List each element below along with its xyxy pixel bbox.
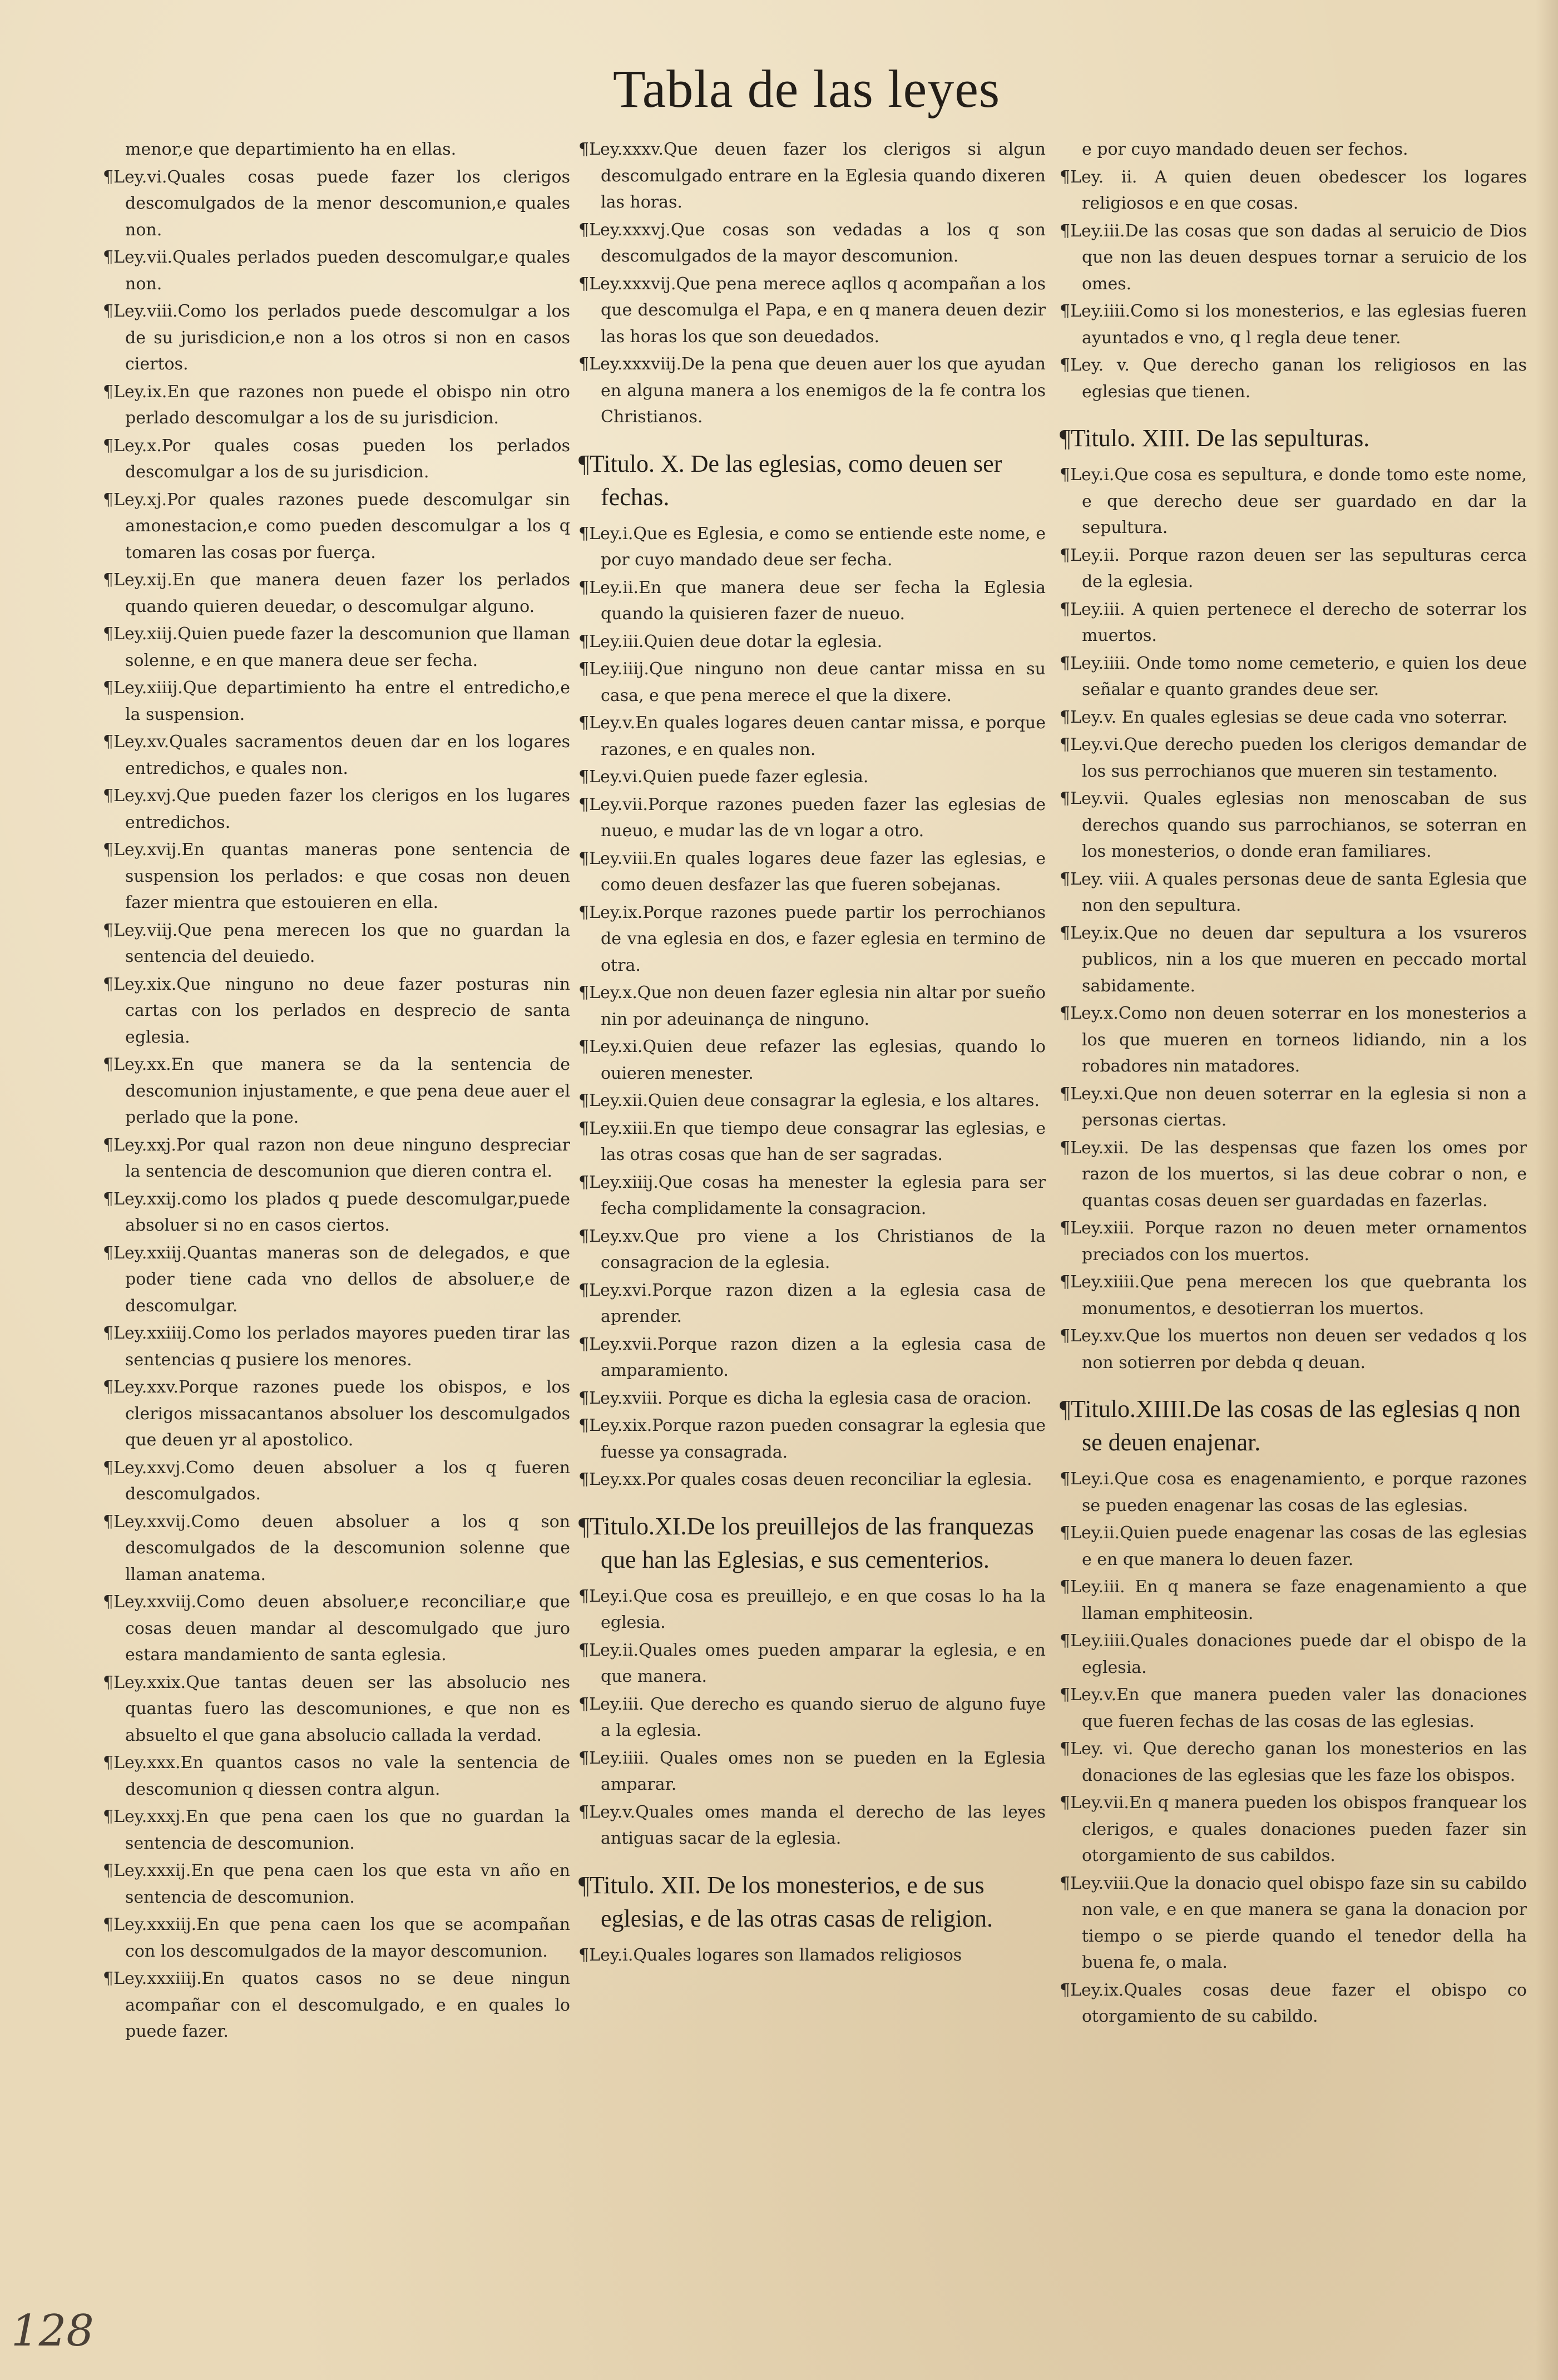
- entry-text: Ley.xx.Por quales cosas deuen reconciliar la eglesia.: [589, 1470, 1032, 1489]
- law-entry: [578, 1169, 1046, 1222]
- paragraph-mark-icon: ¶: [1060, 1739, 1071, 1759]
- paragraph-mark-icon: ¶: [1060, 167, 1071, 187]
- law-entry: [103, 1589, 570, 1668]
- entry-text: Titulo.XI.De los preuillejos de las franquezas que han las Eglesias, e sus cementerios.: [589, 1512, 1034, 1573]
- law-entry: [1060, 704, 1527, 731]
- entry-text: Titulo. X. De las eglesias, como deuen ser fechas.: [589, 450, 1002, 511]
- entry-text: Ley.viii.Que la donacio quel obispo faze sin su cabildo non vale, e en que manera se gana la donacion por tiempo o se pierde quando el tenedor della ha buena fe, o mala.: [1070, 1873, 1527, 1972]
- law-entry: [578, 1942, 1046, 1969]
- law-entry: [1060, 298, 1527, 351]
- law-entry: [103, 621, 570, 674]
- law-entry: [1060, 650, 1527, 703]
- paragraph-mark-icon: ¶: [578, 524, 590, 544]
- entry-text: Ley.ix.Que no deuen dar sepultura a los vsureros publicos, nin a los que mueren en peccado mortal sabidamente.: [1070, 923, 1527, 996]
- entry-text: Ley.ix.Quales cosas deue fazer el obispo co otorgamiento de su cabildo.: [1070, 1980, 1527, 2026]
- entry-text: Ley.xviii. Porque es dicha la eglesia casa de oracion.: [589, 1388, 1032, 1408]
- entry-text: Ley.iii. Que derecho es quando sieruo de alguno fuye a la eglesia.: [589, 1694, 1046, 1740]
- entry-text: Ley.xv.Que pro viene a los Christianos de la consagracion de la eglesia.: [589, 1226, 1046, 1272]
- law-entry: [103, 1240, 570, 1320]
- paragraph-mark-icon: ¶: [1060, 1523, 1071, 1543]
- law-entry: [1060, 596, 1527, 649]
- paragraph-mark-icon: ¶: [103, 1672, 114, 1692]
- entry-continuation: [1060, 136, 1527, 163]
- entry-text: Titulo. XIII. De las sepulturas.: [1070, 424, 1370, 452]
- law-entry: [578, 1385, 1046, 1412]
- entry-text: Ley.xxxvj.Que cosas son vedadas a los q son descomulgados de la mayor descomunion.: [589, 220, 1046, 266]
- entry-text: Ley.ii.Quien puede enagenar las cosas de las eglesias e en que manera lo deuen fazer.: [1070, 1523, 1527, 1569]
- entry-text: Ley. v. Que derecho ganan los religiosos en las eglesias que tienen.: [1070, 355, 1527, 402]
- section-title: [1060, 1393, 1527, 1459]
- entry-text: Ley.viii.En quales logares deue fazer las eglesias, e como deuen desfazer las que fueren sobejanas.: [589, 848, 1046, 895]
- index-column-3: [1060, 136, 1527, 2239]
- paragraph-mark-icon: ¶: [1060, 653, 1071, 673]
- paragraph-mark-icon: ¶: [103, 1189, 114, 1209]
- entry-text: Ley.i.Quales logares son llamados religiosos: [589, 1945, 962, 1965]
- paragraph-mark-icon: ¶: [578, 1172, 590, 1192]
- page-edge-shadow: [1536, 0, 1558, 2380]
- paragraph-mark-icon: ¶: [578, 1226, 590, 1246]
- section-title: [578, 1510, 1046, 1577]
- entry-text: Ley.xiii. Porque razon no deuen meter ornamentos preciados con los muertos.: [1070, 1218, 1527, 1265]
- paragraph-mark-icon: ¶: [1060, 1138, 1071, 1158]
- entry-text: Ley.i.Que es Eglesia, e como se entiende este nome, e por cuyo mandado deue ser fecha.: [589, 524, 1046, 570]
- entry-text: Ley.xxxij.En que pena caen los que esta vn año en sentencia de descomunion.: [113, 1861, 570, 1907]
- paragraph-mark-icon: ¶: [1060, 789, 1071, 808]
- folio-number: 128: [11, 2306, 94, 2356]
- entry-text: Ley.xxxvij.Que pena merece aqllos q acompañan a los que descomulga el Papa, e en q manera deuen dezir las horas los que son deuedados.: [589, 274, 1046, 347]
- entry-text: Ley.vii.En q manera pueden los obispos franquear los clerigos, e quales donaciones pueden fazer sin otorgamiento de sus cabildos.: [1070, 1793, 1527, 1865]
- paragraph-mark-icon: ¶: [1060, 923, 1071, 943]
- entry-text: Ley.xxxiiij.En quatos casos no se deue ningun acompañar con el descomulgado, e en quales lo puede fazer.: [113, 1969, 570, 2041]
- entry-text: Ley.ii.Quales omes pueden amparar la eglesia, e en que manera.: [589, 1640, 1046, 1686]
- entry-text: Ley.iii.Quien deue dotar la eglesia.: [589, 631, 883, 651]
- law-entry: [578, 136, 1046, 216]
- paragraph-mark-icon: ¶: [103, 1377, 114, 1397]
- law-entry: [578, 900, 1046, 979]
- paragraph-mark-icon: ¶: [578, 983, 590, 1003]
- paragraph-mark-icon: ¶: [103, 1807, 114, 1826]
- law-entry: [1060, 1215, 1527, 1268]
- law-entry: [1060, 732, 1527, 784]
- entry-text: Ley.xxvj.Como deuen absoluer a los q fueren descomulgados.: [113, 1458, 570, 1504]
- law-entry: [578, 1799, 1046, 1852]
- law-entry: [578, 575, 1046, 628]
- paragraph-mark-icon: ¶: [578, 1748, 590, 1768]
- entry-text: Ley.xxj.Por qual razon non deue ninguno despreciar la sentencia de descomunion que dieren contra el.: [113, 1135, 570, 1181]
- paragraph-mark-icon: ¶: [103, 167, 114, 187]
- paragraph-mark-icon: ¶: [103, 1512, 114, 1532]
- entry-text: Ley.xix.Que ninguno no deue fazer posturas nin cartas con los perlados en desprecio de santa eglesia.: [113, 974, 570, 1047]
- paragraph-mark-icon: ¶: [578, 848, 590, 868]
- entry-text: Ley.iiii. Quales omes non se pueden en la Eglesia amparar.: [589, 1748, 1046, 1794]
- entry-text: Ley.iii. En q manera se faze enagenamiento a que llaman emphiteosin.: [1070, 1577, 1527, 1623]
- entry-text: Ley.i.Que cosa es enagenamiento, e porque razones se pueden enagenar las cosas de las eglesias.: [1070, 1469, 1527, 1515]
- entry-text: e por cuyo mandado deuen ser fechos.: [1082, 140, 1408, 159]
- law-entry: [103, 1858, 570, 1910]
- section-title: [578, 447, 1046, 514]
- law-entry: [1060, 1081, 1527, 1134]
- law-entry: [103, 298, 570, 378]
- entry-text: Ley.i.Que cosa es sepultura, e donde tomo este nome, e que derecho deue ser guardado en dar la sepultura.: [1070, 465, 1527, 537]
- paragraph-mark-icon: ¶: [1060, 1793, 1071, 1813]
- law-entry: [578, 1115, 1046, 1168]
- law-entry: [578, 1691, 1046, 1744]
- law-entry: [103, 487, 570, 566]
- law-entry: [103, 1804, 570, 1856]
- paragraph-mark-icon: ¶: [1060, 1084, 1071, 1104]
- law-entry: [1060, 920, 1527, 1000]
- entry-text: Ley.xix.Porque razon pueden consagrar la eglesia que fuesse ya consagrada.: [589, 1416, 1046, 1462]
- paragraph-mark-icon: ¶: [578, 1118, 590, 1138]
- entry-text: Ley.xxiij.Quantas maneras son de delegados, e que poder tiene cada vno dellos de absoluer,e de descomulgar.: [113, 1243, 570, 1316]
- paragraph-mark-icon: ¶: [103, 1861, 114, 1880]
- law-entry: [1060, 1736, 1527, 1789]
- paragraph-mark-icon: ¶: [578, 659, 590, 679]
- entry-text: Ley.xvi.Porque razon dizen a la eglesia casa de aprender.: [589, 1280, 1046, 1326]
- entry-text: Ley.v.En quales logares deuen cantar missa, e porque razones, e en quales non.: [589, 713, 1046, 759]
- entry-text: Ley.viij.Que pena merecen los que no guardan la sentencia del deuiedo.: [113, 920, 570, 966]
- law-entry: [1060, 1135, 1527, 1214]
- law-entry: [578, 521, 1046, 574]
- paragraph-mark-icon: ¶: [103, 302, 114, 321]
- law-entry: [578, 1088, 1046, 1114]
- entry-text: Ley.viii.Como los perlados puede descomulgar a los de su jurisdicion,e non a los otros si non en casos ciertos.: [113, 302, 570, 374]
- entry-text: Ley.iiii.Como si los monesterios, e las eglesias fueren ayuntados e vno, q l regla deue tener.: [1070, 302, 1527, 348]
- law-entry: [578, 1637, 1046, 1690]
- law-entry: [1060, 1000, 1527, 1080]
- paragraph-mark-icon: ¶: [1060, 465, 1071, 485]
- law-entry: [1060, 1870, 1527, 1976]
- entry-text: Ley.xxxviij.De la pena que deuen auer los que ayudan en alguna manera a los enemigos de la fe contra los Christianos.: [589, 354, 1046, 427]
- paragraph-mark-icon: ¶: [578, 220, 590, 240]
- paragraph-mark-icon: ¶: [103, 840, 114, 860]
- paragraph-mark-icon: ¶: [103, 382, 114, 402]
- paragraph-mark-icon: ¶: [103, 1135, 114, 1155]
- paragraph-mark-icon: ¶: [1060, 1873, 1071, 1893]
- entry-text: Ley.v.En que manera pueden valer las donaciones que fueren fechas de las cosas de las eglesias.: [1070, 1685, 1527, 1731]
- entry-text: Ley.iii.De las cosas que son dadas al seruicio de Dios que non las deuen despues tornar a seruicio de los omes.: [1070, 221, 1527, 294]
- law-entry: [103, 433, 570, 486]
- entry-text: Ley.ii.En que manera deue ser fecha la Eglesia quando la quisieren fazer de nueuo.: [589, 577, 1046, 624]
- paragraph-mark-icon: ¶: [1060, 599, 1071, 619]
- paragraph-mark-icon: ¶: [578, 140, 590, 159]
- law-entry: [578, 792, 1046, 845]
- law-entry: [578, 1583, 1046, 1636]
- paragraph-mark-icon: ¶: [578, 354, 590, 374]
- paragraph-mark-icon: ¶: [578, 1416, 590, 1435]
- law-entry: [103, 917, 570, 970]
- law-entry: [103, 729, 570, 782]
- entry-text: Ley.v. En quales eglesias se deue cada vno soterrar.: [1070, 707, 1508, 727]
- law-entry: [103, 1455, 570, 1508]
- entry-text: Ley.xiii.En que tiempo deue consagrar las eglesias, e las otras cosas que han de ser sagradas.: [589, 1118, 1046, 1164]
- paragraph-mark-icon: ¶: [1060, 1469, 1071, 1489]
- paragraph-mark-icon: ¶: [103, 1458, 114, 1478]
- law-entry: [578, 1745, 1046, 1798]
- law-entry: [578, 1223, 1046, 1276]
- law-entry: [1060, 786, 1527, 865]
- law-entry: [1060, 1574, 1527, 1627]
- paragraph-mark-icon: ¶: [103, 920, 114, 940]
- entry-text: Ley.xii. De las despensas que fazen los omes por razon de los muertos, si las deue cobrar o non, e quantas cosas deuen ser guardadas en fazerlas.: [1070, 1138, 1527, 1211]
- entry-text: Ley.xiiij.Que cosas ha menester la eglesia para ser fecha complidamente la consagracion.: [589, 1172, 1046, 1218]
- entry-text: Ley.v.Quales omes manda el derecho de las leyes antiguas sacar de la eglesia.: [589, 1802, 1046, 1848]
- paragraph-mark-icon: ¶: [578, 713, 590, 733]
- pilcrow-icon: ¶: [578, 1871, 590, 1899]
- law-entry: [578, 656, 1046, 709]
- law-entry: [103, 675, 570, 728]
- entry-text: Ley.xxiiij.Como los perlados mayores pueden tirar las sentencias q pusiere los menores.: [113, 1324, 570, 1370]
- entry-text: Ley.iiii. Onde tomo nome cemeterio, e quien los deue señalar e quanto grandes deue ser.: [1070, 653, 1527, 699]
- entry-text: Ley.vi.Quales cosas puede fazer los clerigos descomulgados de la menor descomunion,e quales non.: [113, 167, 570, 240]
- paragraph-mark-icon: ¶: [578, 1037, 590, 1056]
- paragraph-mark-icon: ¶: [103, 732, 114, 752]
- paragraph-mark-icon: ¶: [578, 1945, 590, 1965]
- entry-text: Ley.xvj.Que pueden fazer los clerigos en los lugares entredichos.: [113, 786, 570, 832]
- paragraph-mark-icon: ¶: [103, 436, 114, 456]
- law-entry: [103, 1509, 570, 1588]
- paragraph-mark-icon: ¶: [578, 1388, 590, 1408]
- law-entry: [578, 629, 1046, 655]
- entry-text: Ley.xiiij.Que departimiento ha entre el entredicho,e la suspension.: [113, 678, 570, 724]
- paragraph-mark-icon: ¶: [578, 1280, 590, 1300]
- pilcrow-icon: ¶: [1060, 424, 1071, 452]
- entry-text: Ley.ix.Porque razones puede partir los perrochianos de vna eglesia en dos, e fazer eglesia en termino de otra.: [589, 902, 1046, 975]
- entry-text: Ley.iiij.Que ninguno non deue cantar missa en su casa, e que pena merece el que la dixere.: [589, 659, 1046, 705]
- law-entry: [578, 846, 1046, 898]
- paragraph-mark-icon: ¶: [1060, 1218, 1071, 1238]
- entry-text: Ley.iiii.Quales donaciones puede dar el obispo de la eglesia.: [1070, 1631, 1527, 1677]
- law-entry: [103, 1966, 570, 2045]
- entry-text: Ley.xxv.Porque razones puede los obispos, e los clerigos missacantanos absoluer los descomulgados que deuen yr al apostolico.: [113, 1377, 570, 1450]
- law-entry: [1060, 1628, 1527, 1681]
- law-entry: [103, 1051, 570, 1131]
- paragraph-mark-icon: ¶: [1060, 735, 1071, 754]
- paragraph-mark-icon: ¶: [578, 794, 590, 814]
- paragraph-mark-icon: ¶: [103, 1243, 114, 1263]
- paragraph-mark-icon: ¶: [1060, 707, 1071, 727]
- paragraph-mark-icon: ¶: [578, 1470, 590, 1489]
- index-column-1: [103, 136, 570, 2239]
- law-entry: [1060, 1520, 1527, 1573]
- law-entry: [578, 351, 1046, 431]
- entry-text: Ley.xx.En que manera se da la sentencia de descomunion injustamente, e que pena deue auer el perlado que la pone.: [113, 1055, 570, 1127]
- paragraph-mark-icon: ¶: [103, 1969, 114, 1988]
- paragraph-mark-icon: ¶: [1060, 1685, 1071, 1705]
- entry-text: Ley.xii.Quien deue consagrar la eglesia, e los altares.: [589, 1091, 1040, 1110]
- entry-text: Titulo.XIIII.De las cosas de las eglesias q non se deuen enajenar.: [1070, 1395, 1521, 1456]
- entry-text: Ley.x.Como non deuen soterrar en los monesterios a los que mueren en torneos lidiando, nin a los robadores nin matadores.: [1070, 1004, 1527, 1076]
- entry-text: Ley. ii. A quien deuen obedescer los logares religiosos e en que cosas.: [1070, 167, 1527, 213]
- paragraph-mark-icon: ¶: [103, 786, 114, 806]
- law-entry: [1060, 542, 1527, 595]
- paragraph-mark-icon: ¶: [103, 1324, 114, 1343]
- law-entry: [1060, 164, 1527, 217]
- entry-text: Ley.xi.Quien deue refazer las eglesias, quando lo ouieren menester.: [589, 1037, 1046, 1083]
- law-entry: [103, 1912, 570, 1964]
- paragraph-mark-icon: ¶: [578, 1640, 590, 1660]
- law-entry: [103, 783, 570, 836]
- entry-text: Ley.xij.En que manera deuen fazer los perlados quando quieren deuedar, o descomulgar alguno.: [113, 570, 570, 616]
- paragraph-mark-icon: ¶: [1060, 1980, 1071, 2000]
- entry-text: Ley.i.Que cosa es preuillejo, e en que cosas lo ha la eglesia.: [589, 1586, 1046, 1632]
- law-entry: [103, 1750, 570, 1803]
- law-entry: [1060, 1682, 1527, 1735]
- law-entry: [578, 1331, 1046, 1384]
- entry-text: Ley.xxxiij.En que pena caen los que se acompañan con los descomulgados de la mayor descomunion.: [113, 1915, 570, 1961]
- entry-text: Ley.xxviij.Como deuen absoluer,e reconciliar,e que cosas deuen mandar al descomulgado que juro estara mandamiento de santa eglesia.: [113, 1592, 570, 1665]
- paragraph-mark-icon: ¶: [1060, 355, 1071, 375]
- paragraph-mark-icon: ¶: [103, 1592, 114, 1612]
- law-entry: [103, 1670, 570, 1749]
- law-entry: [103, 1320, 570, 1373]
- entry-text: Ley.xj.Por quales razones puede descomulgar sin amonestacion,e como pueden descomulgar a los q tomaren las cosas por fuerça.: [113, 490, 570, 562]
- entry-text: Ley.xiij.Quien puede fazer la descomunion que llaman solenne, e en que manera deue ser fecha.: [113, 624, 570, 670]
- entry-text: Ley.vii.Porque razones pueden fazer las eglesias de nueuo, e mudar las de vn logar a otro.: [589, 794, 1046, 841]
- entry-text: Ley.iii. A quien pertenece el derecho de soterrar los muertos.: [1070, 599, 1527, 645]
- law-entry: [103, 1186, 570, 1239]
- law-entry: [1060, 1790, 1527, 1869]
- law-entry: [578, 710, 1046, 763]
- entry-text: Ley.xv.Que los muertos non deuen ser vedados q los non sotierren por debda q deuan.: [1070, 1326, 1527, 1372]
- law-entry: [1060, 1977, 1527, 2030]
- entry-text: Ley.xvij.En quantas maneras pone sentencia de suspension los perlados: e que cosas non deuen fazer mientra que estouieren en ella.: [113, 840, 570, 912]
- paragraph-mark-icon: ¶: [103, 1055, 114, 1074]
- entry-text: Ley.xv.Quales sacramentos deuen dar en los logares entredichos, e quales non.: [113, 732, 570, 778]
- entry-text: menor,e que departimiento ha en ellas.: [125, 140, 457, 159]
- paragraph-mark-icon: ¶: [103, 1753, 114, 1772]
- law-entry: [103, 567, 570, 620]
- entry-text: Ley.x.Por quales cosas pueden los perlados descomulgar a los de su jurisdicion.: [113, 436, 570, 482]
- entry-text: Ley.vi.Quien puede fazer eglesia.: [589, 767, 869, 787]
- entry-text: Ley.ix.En que razones non puede el obispo nin otro perlado descomulgar a los de su jurisdicion.: [113, 382, 570, 428]
- paragraph-mark-icon: ¶: [578, 767, 590, 787]
- entry-text: Ley.xvii.Porque razon dizen a la eglesia casa de amparamiento.: [589, 1334, 1046, 1380]
- paragraph-mark-icon: ¶: [1060, 1631, 1071, 1651]
- paragraph-mark-icon: ¶: [578, 274, 590, 294]
- law-entry: [1060, 218, 1527, 298]
- paragraph-mark-icon: ¶: [103, 248, 114, 267]
- paragraph-mark-icon: ¶: [578, 631, 590, 651]
- paragraph-mark-icon: ¶: [578, 1091, 590, 1110]
- page-title: Tabla de las leyes: [612, 59, 1001, 118]
- entry-text: Ley.ii. Porque razon deuen ser las sepulturas cerca de la eglesia.: [1070, 545, 1527, 591]
- law-entry: [1060, 352, 1527, 405]
- section-title: [578, 1869, 1046, 1935]
- law-entry: [103, 837, 570, 916]
- paragraph-mark-icon: ¶: [1060, 302, 1071, 321]
- entry-text: Ley.vii.Quales perlados pueden descomulgar,e quales non.: [113, 248, 570, 294]
- entry-text: Ley.x.Que non deuen fazer eglesia nin altar por sueño nin por adeuinança de ninguno.: [589, 983, 1046, 1029]
- entry-text: Ley. vi. Que derecho ganan los monesterios en las donaciones de las eglesias que les faze los obispos.: [1070, 1739, 1527, 1785]
- law-entry: [578, 980, 1046, 1033]
- entry-text: Ley.vi.Que derecho pueden los clerigos demandar de los sus perrochianos que mueren sin testamento.: [1070, 735, 1527, 781]
- pilcrow-icon: ¶: [578, 450, 590, 477]
- law-entry: [103, 1132, 570, 1185]
- paragraph-mark-icon: ¶: [578, 1694, 590, 1714]
- paragraph-mark-icon: ¶: [103, 678, 114, 698]
- law-entry: [578, 1466, 1046, 1493]
- pilcrow-icon: ¶: [1060, 1395, 1071, 1423]
- paragraph-mark-icon: ¶: [1060, 1326, 1071, 1346]
- law-entry: [578, 217, 1046, 270]
- paragraph-mark-icon: ¶: [1060, 1272, 1071, 1292]
- law-entry: [103, 244, 570, 297]
- entry-text: Ley.xxx.En quantos casos no vale la sentencia de descomunion q diessen contra algun.: [113, 1753, 570, 1799]
- paragraph-mark-icon: ¶: [578, 577, 590, 598]
- law-entry: [1060, 866, 1527, 919]
- paragraph-mark-icon: ¶: [103, 490, 114, 510]
- entry-text: Ley. viii. A quales personas deue de santa Eglesia que non den sepultura.: [1070, 869, 1527, 915]
- law-entry: [578, 1413, 1046, 1465]
- paragraph-mark-icon: ¶: [578, 1586, 590, 1606]
- entry-text: Ley.vii. Quales eglesias non menoscaban de sus derechos quando sus parrochianos, se soterran en los monesterios, o donde eran familiares.: [1070, 789, 1527, 861]
- entry-text: Ley.xxij.como los plados q puede descomulgar,puede absoluer si no en casos ciertos.: [113, 1189, 570, 1235]
- entry-text: Ley.xxxv.Que deuen fazer los clerigos si algun descomulgado entrare en la Eglesia quando dixeren las horas.: [589, 140, 1046, 212]
- paragraph-mark-icon: ¶: [1060, 1577, 1071, 1597]
- entry-text: Ley.xiiii.Que pena merecen los que quebranta los monumentos, e desotierran los muertos.: [1070, 1272, 1527, 1319]
- law-entry: [103, 164, 570, 244]
- paragraph-mark-icon: ¶: [1060, 1004, 1071, 1023]
- entry-text: Ley.xxxj.En que pena caen los que no guardan la sentencia de descomunion.: [113, 1807, 570, 1853]
- entry-text: Titulo. XII. De los monesterios, e de sus eglesias, e de las otras casas de religion.: [589, 1871, 993, 1932]
- pilcrow-icon: ¶: [578, 1512, 590, 1540]
- paragraph-mark-icon: ¶: [103, 624, 114, 644]
- paragraph-mark-icon: ¶: [578, 1334, 590, 1354]
- law-entry: [103, 971, 570, 1051]
- law-entry: [103, 1374, 570, 1454]
- index-column-2: [578, 136, 1046, 2239]
- paragraph-mark-icon: ¶: [103, 570, 114, 590]
- law-entry: [578, 1277, 1046, 1330]
- paragraph-mark-icon: ¶: [1060, 545, 1071, 565]
- paragraph-mark-icon: ¶: [578, 902, 590, 922]
- law-entry: [1060, 1466, 1527, 1519]
- section-title: [1060, 422, 1527, 455]
- law-entry: [1060, 1323, 1527, 1376]
- entry-text: Ley.xxix.Que tantas deuen ser las absolucio nes quantas fuero las descomuniones, e que non es absuelto el que gana absolucio callada la verdad.: [113, 1672, 570, 1745]
- paragraph-mark-icon: ¶: [1060, 221, 1071, 241]
- law-entry: [578, 1034, 1046, 1087]
- law-entry: [1060, 462, 1527, 541]
- law-entry: [1060, 1269, 1527, 1322]
- law-entry: [578, 271, 1046, 350]
- entry-text: Ley.xi.Que non deuen soterrar en la eglesia si non a personas ciertas.: [1070, 1084, 1527, 1130]
- paragraph-mark-icon: ¶: [103, 974, 114, 994]
- entry-continuation: [103, 136, 570, 163]
- paragraph-mark-icon: ¶: [1060, 869, 1071, 889]
- entry-text: Ley.xxvij.Como deuen absoluer a los q son descomulgados de la descomunion solenne que llaman anatema.: [113, 1512, 570, 1584]
- law-entry: [578, 764, 1046, 791]
- paragraph-mark-icon: ¶: [578, 1802, 590, 1822]
- law-entry: [103, 379, 570, 432]
- paragraph-mark-icon: ¶: [103, 1915, 114, 1934]
